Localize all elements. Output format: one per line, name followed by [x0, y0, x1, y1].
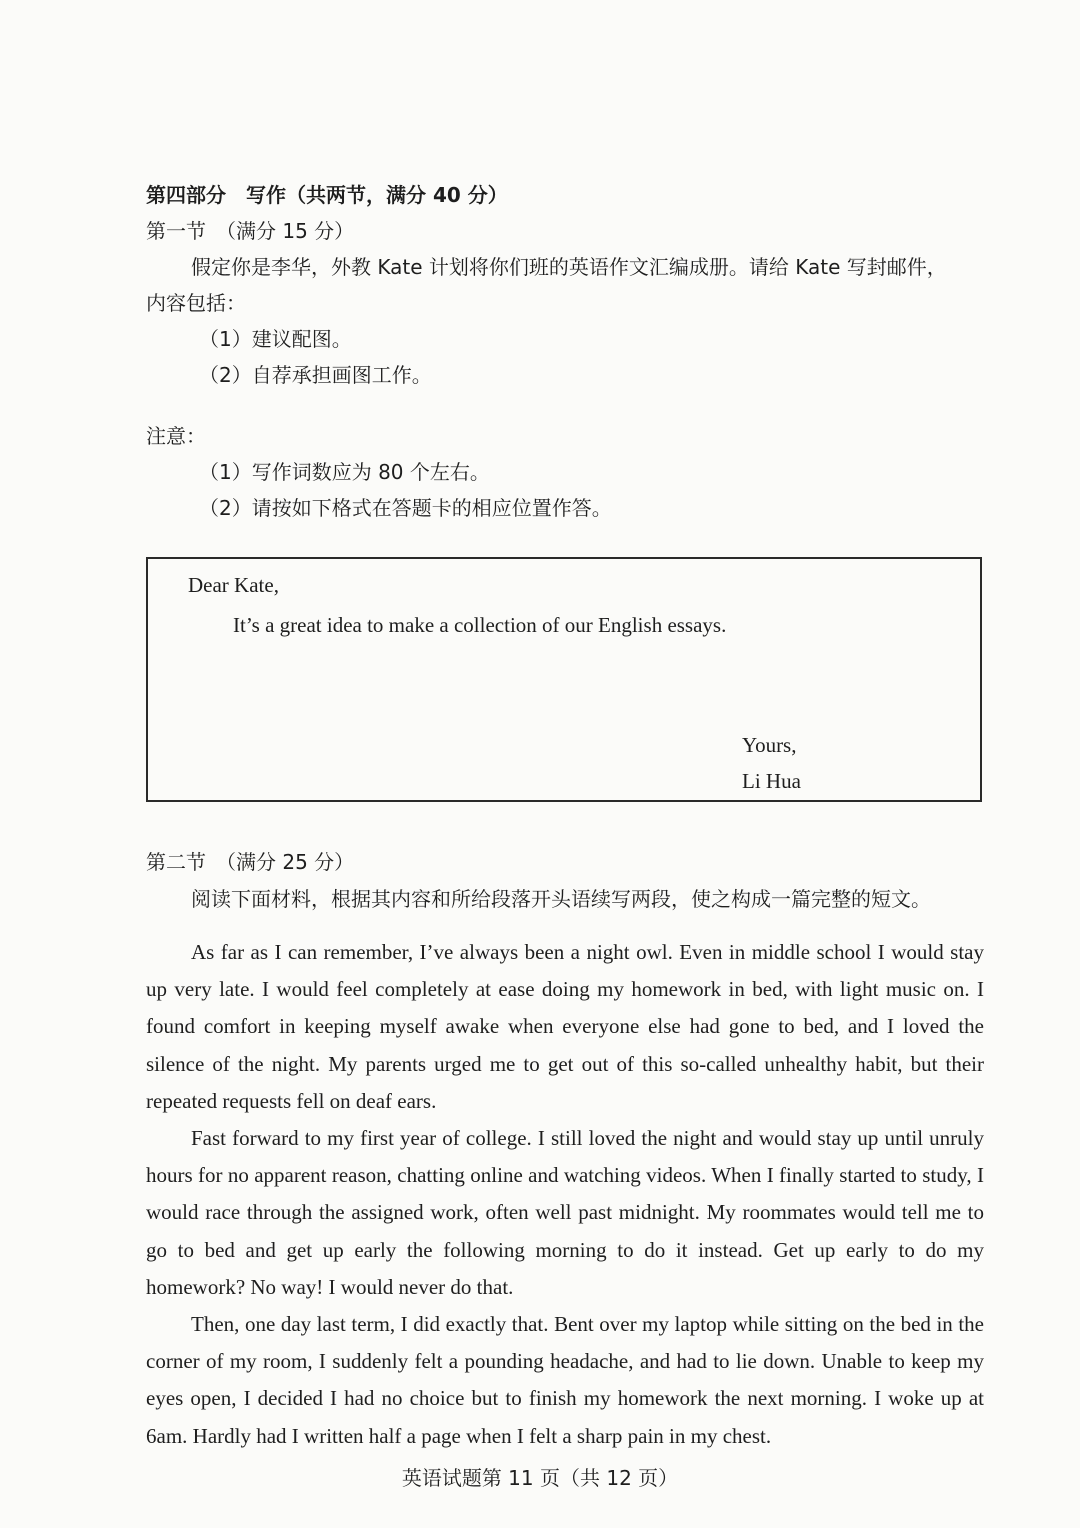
letter-signature: Li Hua	[742, 769, 801, 793]
part-title: 第四部分 写作（共两节，满分 40 分）	[146, 183, 508, 207]
letter-closing: Yours,	[742, 733, 797, 757]
section1-prompt-line2: 内容包括：	[146, 291, 246, 315]
notes-heading: 注意：	[146, 424, 206, 448]
letter-answer-box	[146, 557, 982, 802]
passage-paragraph-2: Fast forward to my first year of college. I still loved the night and would stay up until unruly hours for no apparent reason, chatting online and watching videos. When I finally started to study, I would race through the assigned work, often well past midnight. My roommates would tell me to go to bed and get up early the following morning to do it instead. Get up early to do my homework? No way! I would never do that.	[146, 1126, 984, 1299]
page-footer: 英语试题第 11 页（共 12 页）	[401, 1466, 679, 1490]
section2-heading: 第二节 （满分 25 分）	[146, 850, 355, 874]
section1-prompt-line1: 假定你是李华，外教 Kate 计划将你们班的英语作文汇编成册。请给 Kate 写封邮件，	[191, 255, 947, 279]
reading-passage	[146, 934, 984, 1455]
section1-heading: 第一节 （满分 15 分）	[146, 219, 355, 243]
letter-opening: It’s a great idea to make a collection of our English essays.	[233, 613, 727, 637]
passage-paragraph-1: As far as I can remember, I’ve always been a night owl. Even in middle school I would stay up very late. I would feel completely at ease doing my homework in bed, with light music on. I found comfort in keeping myself awake when everyone else had gone to bed, and I loved the silence of the night. My parents urged me to get out of this so-called unhealthy habit, but their repeated requests fell on deaf ears.	[146, 940, 984, 1113]
passage-paragraph-3: Then, one day last term, I did exactly that. Bent over my laptop while sitting on the bed in the corner of my room, I suddenly felt a pounding headache, and had to lie down. Unable to keep my eyes open, I decided I had no choice but to finish my homework the next morning. I woke up at 6am. Hardly had I written half a page when I felt a sharp pain in my chest.	[146, 1312, 984, 1448]
note-item-1: （1）写作词数应为 80 个左右。	[199, 460, 490, 484]
requirement-item-2: （2）自荐承担画图工作。	[199, 363, 432, 387]
letter-greeting: Dear Kate,	[188, 573, 279, 597]
note-item-2: （2）请按如下格式在答题卡的相应位置作答。	[199, 496, 612, 520]
requirement-item-1: （1）建议配图。	[199, 327, 352, 351]
section2-instruction: 阅读下面材料，根据其内容和所给段落开头语续写两段，使之构成一篇完整的短文。	[191, 887, 931, 911]
